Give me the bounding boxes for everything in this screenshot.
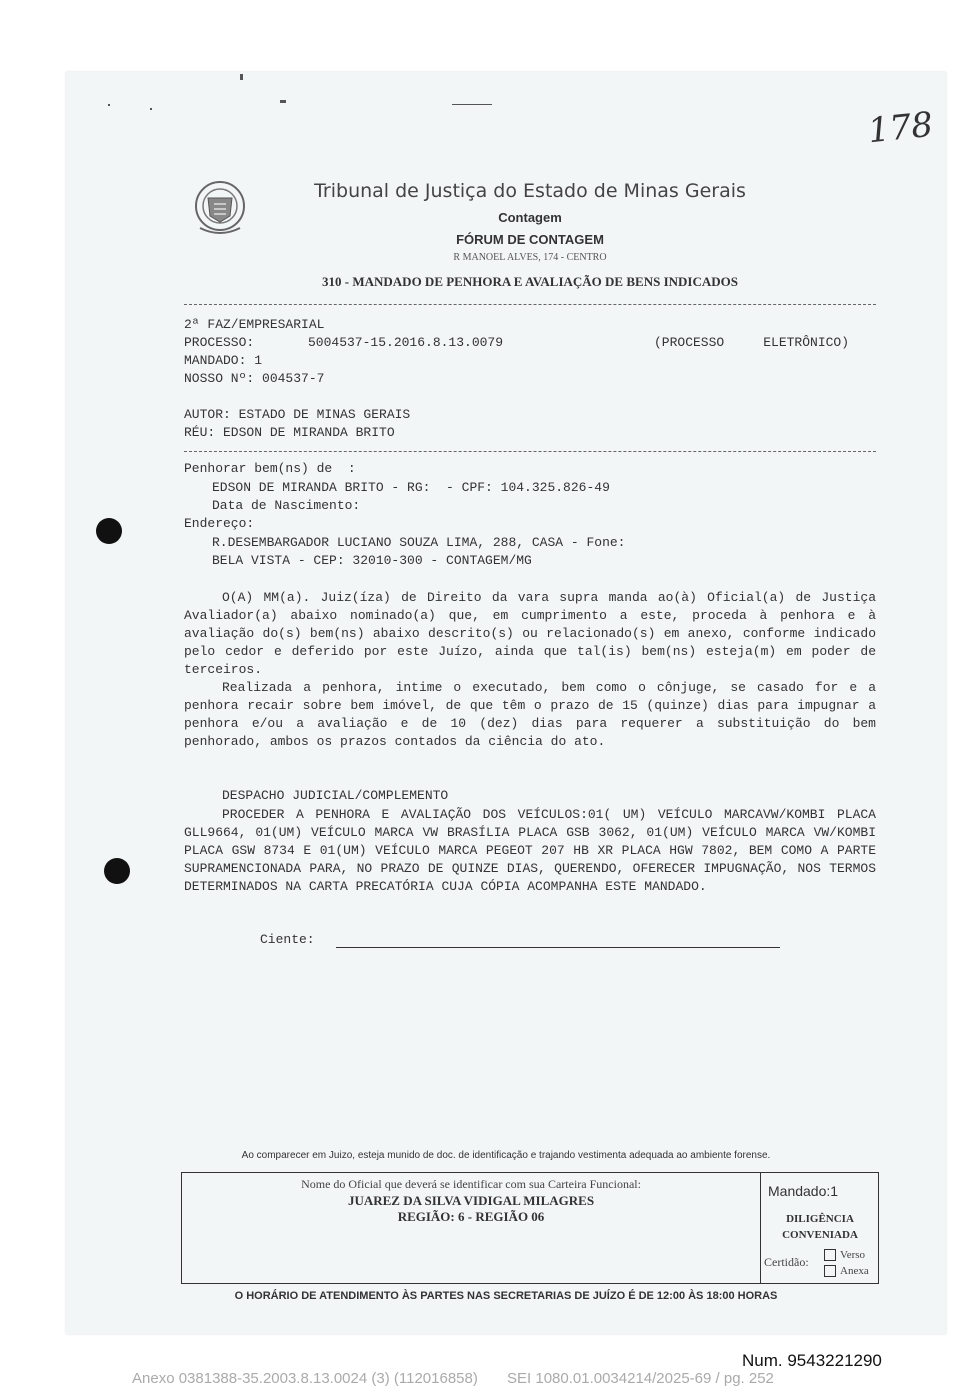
officer-info <box>182 1173 761 1283</box>
punch-hole <box>104 858 130 884</box>
mandado-number <box>768 1183 838 1199</box>
ciente-signature-line <box>336 947 780 948</box>
separator-line <box>184 451 876 452</box>
despacho-title: DESPACHO JUDICIAL/COMPLEMENTO <box>222 788 449 803</box>
scan-speck <box>240 74 243 80</box>
processo-number: 5004537-15.2016.8.13.0079 <box>308 335 504 350</box>
scan-speck <box>452 104 492 105</box>
mandado-value: 1 <box>830 1183 839 1199</box>
officer-box <box>181 1172 879 1284</box>
mandate-paragraph-1: O(A) MM(a). Juiz(íza) de Direito da vara supra manda ao(à) Oficial(a) de Justiça Avaliador(a) abaixo nominado(a) que, em cumprimento a este, proceda à penhora e à avaliação do(s) bem(ns) abaixo descrito(s) ou relacionado(s) em anexo, conforme indicado pelo cedor e deferido por este Juízo, ainda que tal(is) bem(ns) esteja(m) em poder de terceiros. <box>184 590 876 677</box>
debtor-identification: EDSON DE MIRANDA BRITO - RG: - CPF: 104.325.826-49 <box>212 480 610 495</box>
nosso-numero-line: NOSSO Nº: 004537-7 <box>184 371 325 386</box>
officer-label: Nome do Oficial que deverá se identificar com sua Carteira Funcional: <box>301 1177 641 1191</box>
despacho-text: PROCEDER A PENHORA E AVALIAÇÃO DOS VEÍCULOS:01( UM) VEÍCULO MARCAVW/KOMBI PLACA GLL9664, 01(UM) VEÍCULO MARCA VW BRASÍLIA PLACA GSB 3062, 01(UM) VEÍCULO MARCA VW/KOMBI PLACA GSW 8734 E 01(UM) VEÍCULO MARCA PEGEOT 207 HB XR PLACA HGW 7802, BEM COMO A PARTE SUPRAMENCIONADA PARA, NO PRAZO DE QUINZE DIAS, QUERENDO, OFERECER IMPUGNAÇÃO, NOS TERMOS DETERMINADOS NA CARTA PRECATÓRIA CUJA CÓPIA ACOMPANHA ESTE MANDADO. <box>184 807 876 894</box>
mandate-title: 310 - MANDADO DE PENHORA E AVALIAÇÃO DE BENS INDICADOS <box>322 274 738 289</box>
penhorar-label: Penhorar bem(ns) de : <box>184 461 356 476</box>
diligencia-line-2: CONVENIADA <box>782 1229 858 1241</box>
document-number: Num. 9543221290 <box>742 1351 882 1370</box>
birth-date-line: Data de Nascimento: <box>212 498 361 513</box>
mandate-info <box>762 1173 878 1283</box>
forum-name: FÓRUM DE CONTAGEM <box>456 232 604 247</box>
office-hours-notice: O HORÁRIO DE ATENDIMENTO ÀS PARTES NAS SECRETARIAS DE JUÍZO É DE 12:00 ÀS 18:00 HORAS <box>234 1290 778 1302</box>
address-line-2: BELA VISTA - CEP: 32010-300 - CONTAGEM/MG <box>212 553 532 568</box>
mandado-line: MANDADO: 1 <box>184 353 263 368</box>
processo-label: PROCESSO: <box>184 335 255 350</box>
forum-address: R MANOEL ALVES, 174 - CENTRO <box>453 252 607 263</box>
mandado-label: Mandado: <box>768 1183 831 1199</box>
anexa-label: Anexa <box>840 1265 869 1277</box>
diligencia-status <box>762 1211 878 1243</box>
attachment-reference: Anexo 0381388-35.2003.8.13.0024 (3) (112016858) SEI 1080.01.0034214/2025-69 / pg. 252 <box>132 1370 774 1387</box>
handwritten-page-number: 178 <box>866 104 935 152</box>
mandate-body <box>184 589 876 751</box>
certidao-label: Certidão: <box>764 1255 809 1269</box>
reu-line: RÉU: EDSON DE MIRANDA BRITO <box>184 425 395 440</box>
checkbox-icon <box>824 1249 836 1261</box>
scan-speck <box>280 100 286 103</box>
mandate-paragraph-2: Realizada a penhora, intime o executado, bem como o cônjuge, se casado for e a penhora recair sobre bem imóvel, de que têm o prazo de 15 (quinze) dias para impugnar a penhora e/ou a avaliação e de 10 (dez) dias para requerer a substituição do bem penhorado, ambos os prazos contados da ciência do ato. <box>184 680 876 749</box>
scan-speck <box>150 108 152 110</box>
officer-name: JUAREZ DA SILVA VIDIGAL MILAGRES <box>347 1193 595 1208</box>
court-name: Tribunal de Justiça do Estado de Minas Gerais <box>314 180 746 202</box>
address-label: Endereço: <box>184 516 255 531</box>
verso-checkbox[interactable] <box>824 1249 865 1261</box>
anexa-checkbox[interactable] <box>824 1265 869 1277</box>
checkbox-icon <box>824 1265 836 1277</box>
autor-line: AUTOR: ESTADO DE MINAS GERAIS <box>184 407 411 422</box>
ciente-label: Ciente: <box>260 932 315 947</box>
court-notice: Ao comparecer em Juizo, esteja munido de doc. de identificação e trajando vestimenta adequada ao ambiente forense. <box>241 1150 771 1161</box>
vara-line: 2ª FAZ/EMPRESARIAL <box>184 317 325 332</box>
punch-hole <box>96 518 122 544</box>
verso-label: Verso <box>840 1249 866 1261</box>
separator-line <box>184 304 876 305</box>
scan-speck <box>108 104 110 106</box>
diligencia-line-1: DILIGÊNCIA <box>786 1213 854 1225</box>
processo-type: (PROCESSO ELETRÔNICO) <box>654 335 850 350</box>
comarca-name: Contagem <box>498 210 562 225</box>
address-line-1: R.DESEMBARGADOR LUCIANO SOUZA LIMA, 288, CASA - Fone: <box>212 535 626 550</box>
officer-region: REGIÃO: 6 - REGIÃO 06 <box>397 1209 545 1224</box>
